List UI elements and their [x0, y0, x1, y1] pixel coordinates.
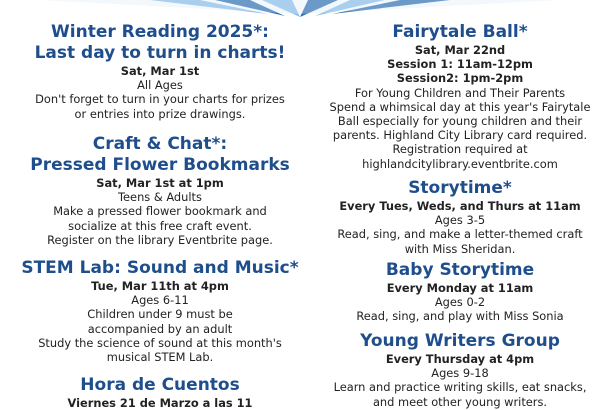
event-audience: Ages 6-11: [131, 293, 189, 308]
event-title: Fairytale Ball*: [392, 22, 528, 42]
event-audience: Ages 9-18: [431, 366, 489, 381]
event-baby-storytime: [320, 260, 600, 324]
event-description: Children under 9 must be: [87, 307, 233, 322]
event-date: Every Tues, Weds, and Thurs at 11am: [339, 199, 581, 213]
event-date: Viernes 21 de Marzo a las 11: [67, 396, 253, 410]
event-date: Sat, Mar 1st: [120, 64, 200, 78]
event-hora-de-cuentos: [0, 375, 320, 410]
event-title: Hora de Cuentos: [80, 375, 240, 395]
event-description: Read, sing, and play with Miss Sonia: [356, 309, 564, 324]
event-title: Pressed Flower Bookmarks: [30, 155, 290, 175]
event-session: Session 1: 11am-12pm: [387, 57, 533, 72]
event-young-writers: [320, 331, 600, 409]
event-title: Winter Reading 2025*:: [51, 22, 269, 42]
event-title: Storytime*: [408, 178, 512, 198]
event-description: Don't forget to turn in your charts for prizes: [35, 92, 285, 107]
event-description: with Miss Sheridan.: [404, 241, 516, 256]
event-description: accompanied by an adult: [87, 321, 233, 336]
registration-link[interactable]: highlandcitylibrary.eventbrite.com: [362, 156, 558, 171]
event-craft-chat: [0, 134, 320, 247]
event-audience: For Young Children and Their Parents: [354, 85, 566, 100]
event-audience: All Ages: [137, 78, 183, 93]
event-description: Register on the library Eventbrite page.: [47, 232, 273, 247]
event-title: Baby Storytime: [385, 260, 535, 280]
event-description: and meet other young writers.: [372, 394, 548, 409]
event-storytime: [320, 178, 600, 256]
event-winter-reading: [0, 22, 320, 121]
event-description: or entries into prize drawings.: [74, 106, 246, 121]
event-title: Last day to turn in charts!: [34, 43, 286, 63]
event-audience: Ages 3-5: [434, 213, 486, 228]
event-date: Tue, Mar 11th at 4pm: [91, 279, 229, 293]
event-description: Spend a whimsical day at this year's Fairytale: [329, 99, 591, 114]
event-description: Registration required at: [392, 142, 528, 157]
event-session: Session2: 1pm-2pm: [396, 71, 524, 86]
event-date: Sat, Mar 22nd: [414, 43, 506, 57]
event-date: Every Monday at 11am: [386, 281, 534, 295]
decorative-rays: [0, 0, 600, 20]
event-date: Every Thursday at 4pm: [385, 352, 535, 366]
event-stem-lab: [0, 258, 320, 364]
event-title: Young Writers Group: [360, 331, 560, 351]
event-description: Study the science of sound at this month's: [38, 335, 282, 350]
event-audience: Ages 0-2: [434, 295, 486, 310]
event-audience: Teens & Adults: [118, 190, 202, 205]
event-description: Learn and practice writing skills, eat snacks,: [333, 380, 587, 395]
event-description: Ball especially for young children and their: [337, 114, 583, 129]
event-description: socialize at this free craft event.: [68, 218, 252, 233]
event-fairytale-ball: [320, 22, 600, 171]
event-description: musical STEM Lab.: [106, 350, 214, 365]
event-description: Make a pressed flower bookmark and: [53, 204, 267, 219]
event-description: parents. Highland City Library card required.: [332, 128, 588, 143]
event-description: Read, sing, and make a letter-themed craft: [337, 227, 583, 242]
event-title: Craft & Chat*:: [92, 134, 228, 154]
event-title: STEM Lab: Sound and Music*: [21, 258, 299, 278]
event-date: Sat, Mar 1st at 1pm: [96, 176, 224, 190]
